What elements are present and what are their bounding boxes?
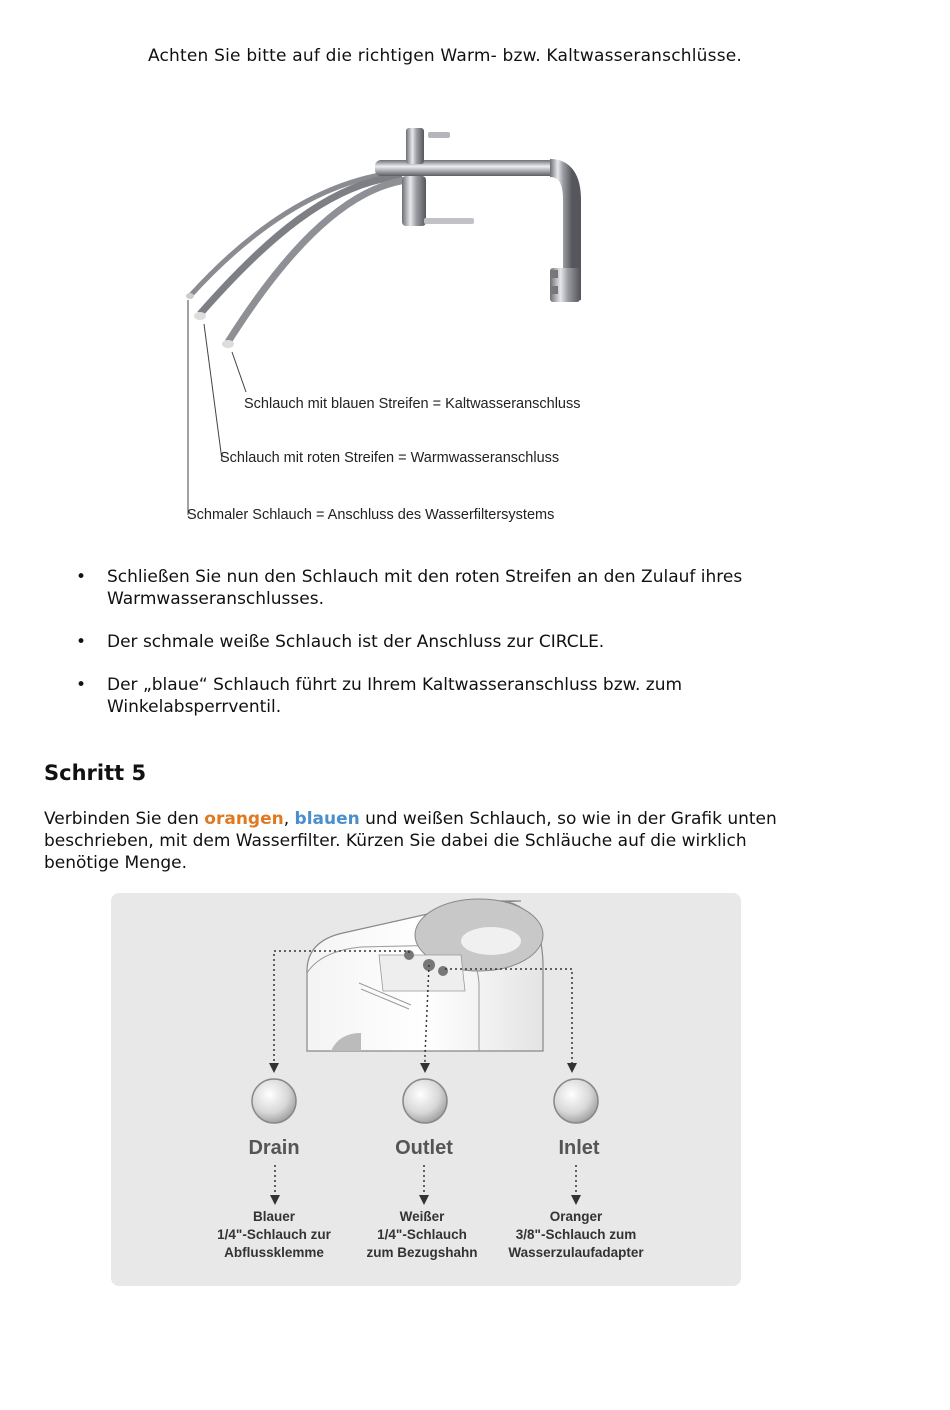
list-item: • Der schmale weiße Schlauch ist der Anschluss zur CIRCLE. [76,632,605,652]
bullet-mark: • [76,675,87,695]
instruction-list [76,566,836,739]
filter-diagram [111,893,741,1286]
intro-text: Achten Sie bitte auf die richtigen Warm- bzw. Kaltwasseranschlüsse. [147,46,743,66]
faucet-illustration [170,120,610,540]
list-item: • Schließen Sie nun den Schlauch mit den roten Streifen an den Zulauf ihres Warmwasseranschlusses. [76,567,743,609]
orange-word: orangen [204,809,284,829]
port-desc-outlet: Weißer 1/4"-Schlauch zum Bezugshahn [366,1209,478,1260]
port-label-inlet: Inlet [558,1137,600,1159]
caption-cold-water: Schlauch mit blauen Streifen = Kaltwasseranschluss [244,396,581,412]
bullet-mark: • [76,632,87,652]
faucet-figure [170,120,610,540]
port-desc-inlet: Oranger 3/8"-Schlauch zum Wasserzulaufadapter [508,1209,644,1260]
port-label-drain: Drain [248,1137,300,1159]
port-desc-drain: Blauer 1/4"-Schlauch zur Abflussklemme [217,1209,331,1260]
port-label-outlet: Outlet [395,1137,453,1159]
step-paragraph: Verbinden Sie den orangen, blauen und weißen Schlauch, so wie in der Grafik unten beschrieben, mit dem Wasserfilter. Kürzen Sie dabei die Schläuche auf die wirklich benötige Menge. [44,809,777,873]
bullet-mark: • [76,567,87,587]
list-item: • Der „blaue“ Schlauch führt zu Ihrem Kaltwasseranschluss bzw. zum Winkelabsperrventil. [76,675,683,717]
section-heading: Schritt 5 [44,761,147,785]
blue-word: blauen [294,809,360,829]
caption-warm-water: Schlauch mit roten Streifen = Warmwasseranschluss [220,450,560,466]
caption-filter-hose: Schmaler Schlauch = Anschluss des Wasserfiltersystems [187,507,555,523]
